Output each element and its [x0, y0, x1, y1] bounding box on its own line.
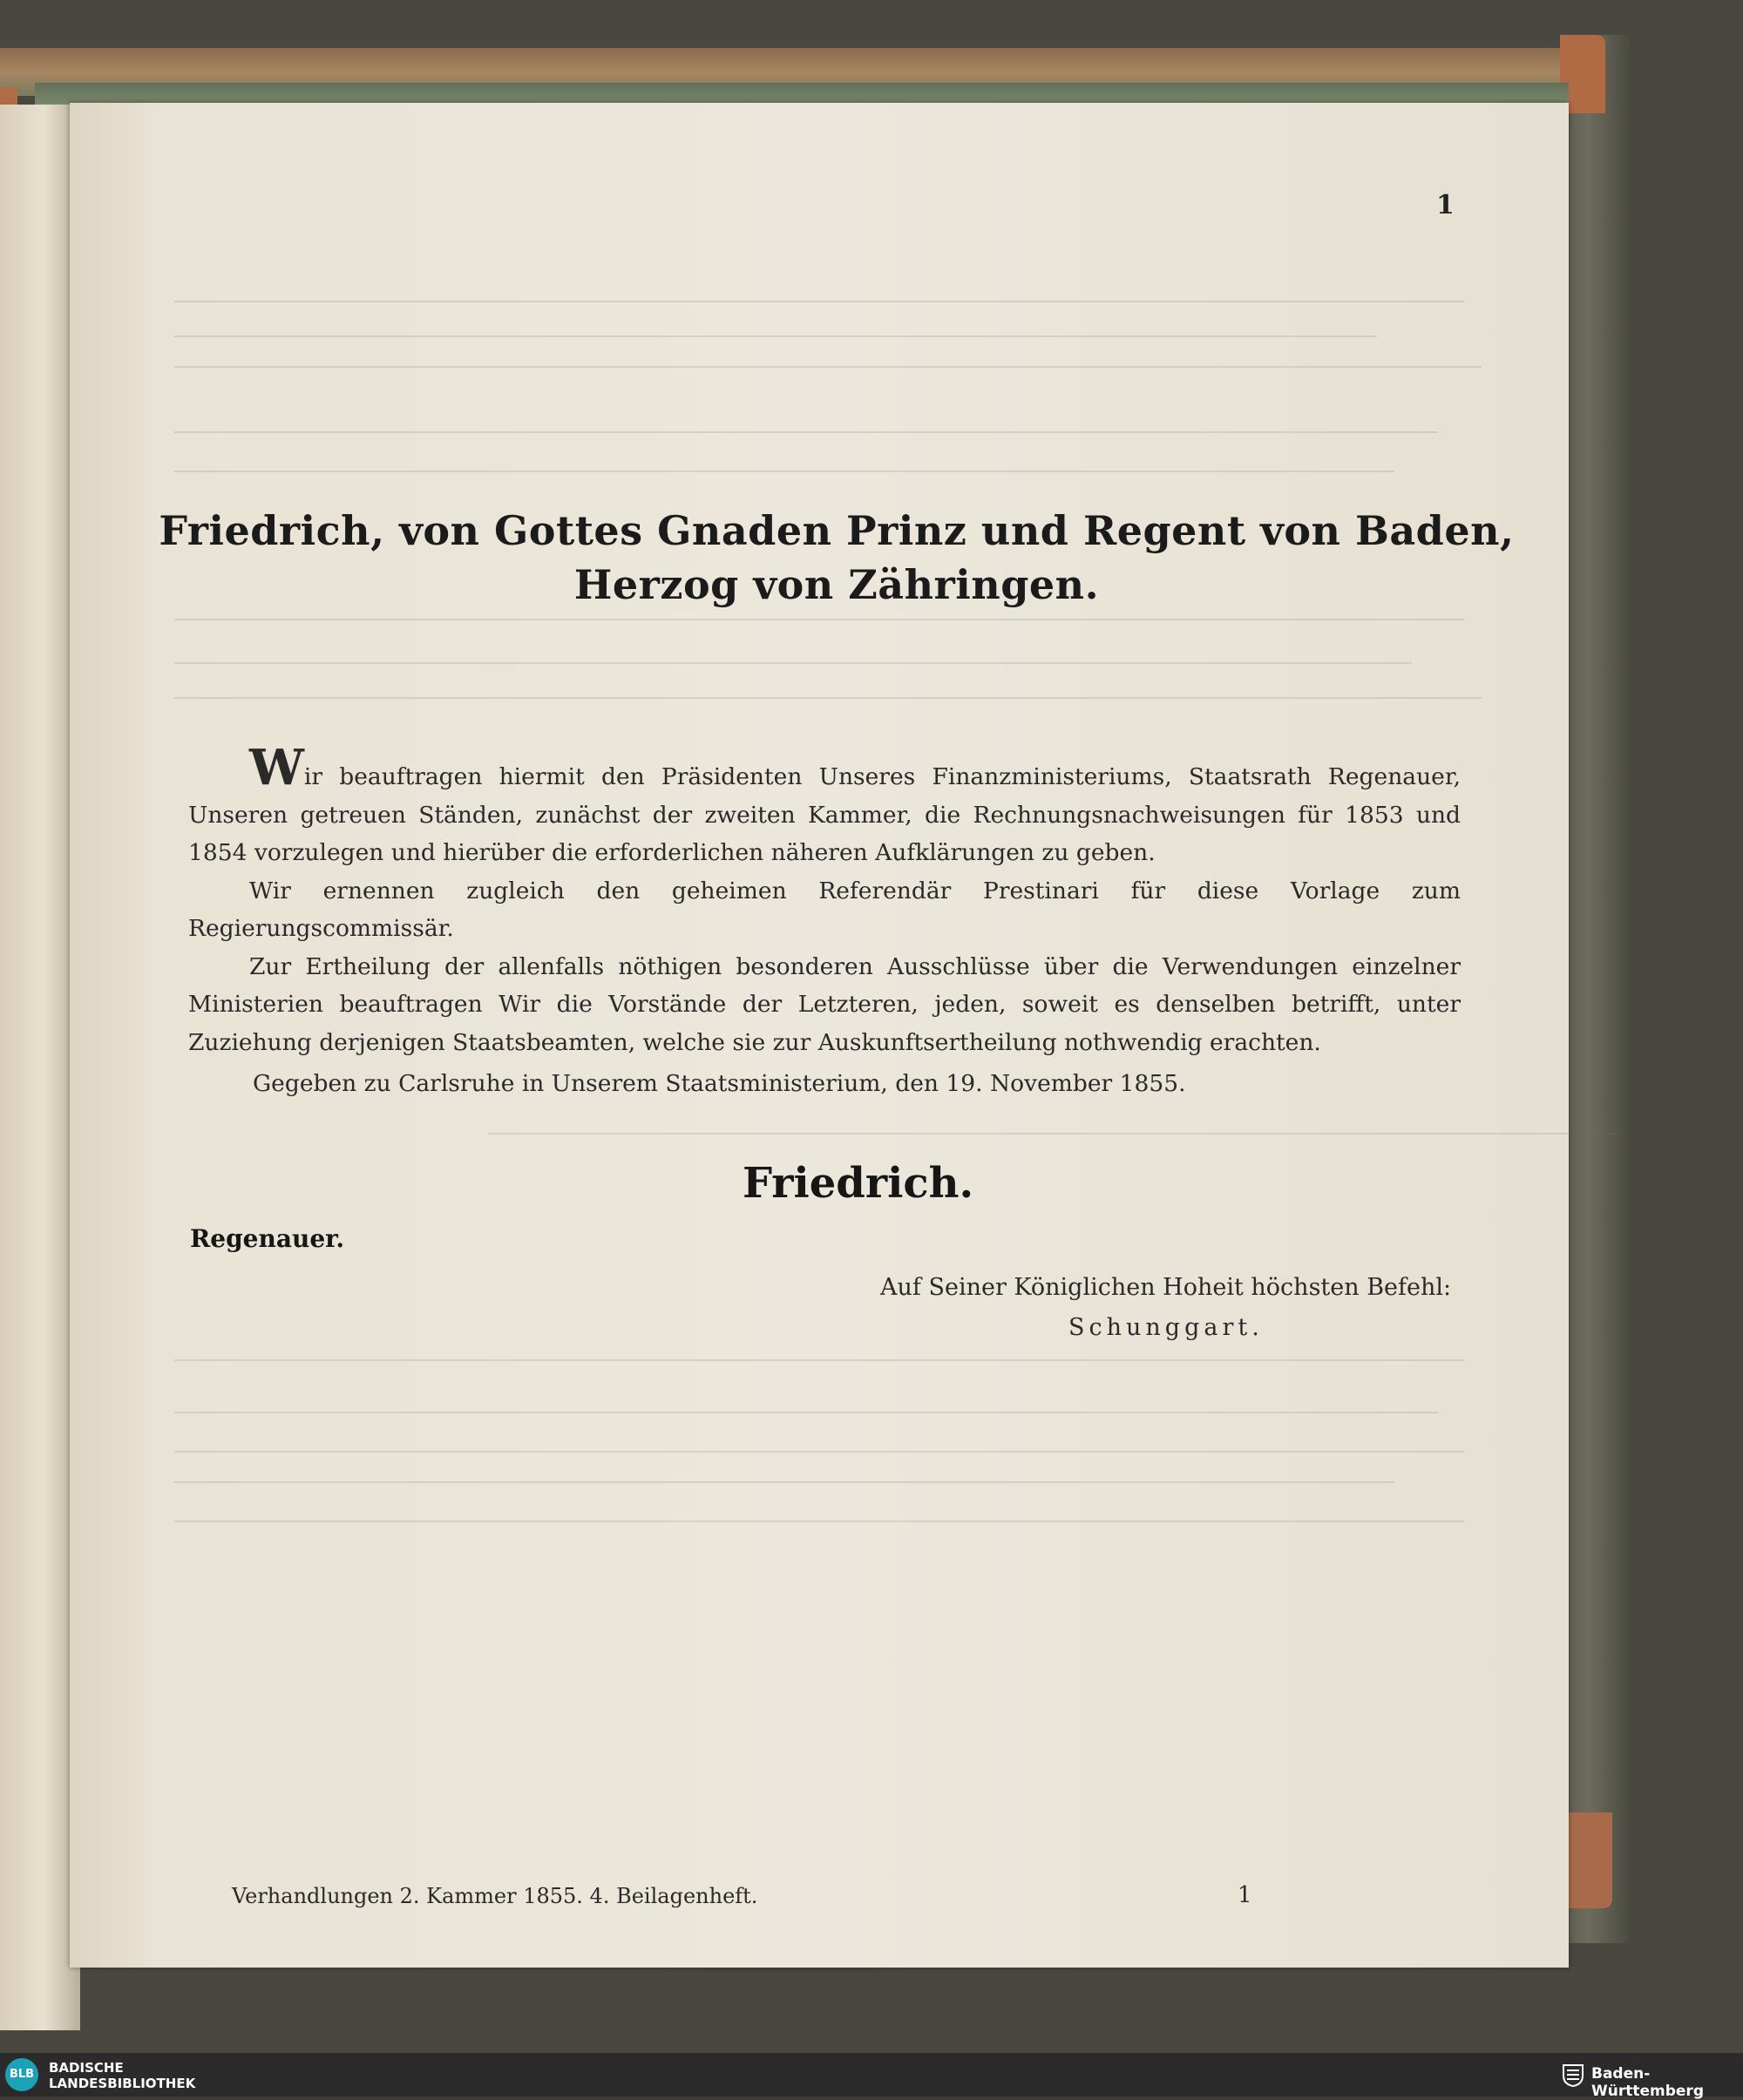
bleed-through-line — [174, 431, 1438, 433]
decree-title — [157, 504, 1516, 612]
bleed-through-line — [174, 1521, 1464, 1522]
page-number-top: 1 — [1436, 190, 1455, 220]
bleed-through-line — [174, 471, 1394, 472]
secretary-signature: Schunggart. — [1068, 1314, 1264, 1341]
book-cover-spine-right — [1560, 35, 1630, 1943]
facing-page-edge — [0, 105, 80, 2030]
minister-signature: Regenauer. — [190, 1224, 345, 1253]
given-at-line: Gegeben zu Carlsruhe in Unserem Staatsministerium, den 19. November 1855. — [253, 1070, 1186, 1097]
bleed-through-line — [174, 619, 1464, 620]
footer-publication: Verhandlungen 2. Kammer 1855. 4. Beilagenheft. — [232, 1884, 758, 1908]
paragraph-1-text: ir beauftragen hiermit den Präsidenten Unseres Finanzministeriums, Staatsrath Regenauer, Unseren getreuen Ständen, zunächst der zweiten Kammer, die Rechnungsnachweisungen für 1853 und 1854 vorzulegen und hierüber die erforderlichen näheren Aufklärungen zu geben. — [188, 763, 1461, 866]
bleed-through-line — [174, 301, 1464, 302]
decree-body — [188, 739, 1461, 1061]
state-name-link[interactable]: Baden-Württemberg — [1591, 2065, 1704, 2100]
drop-cap: W — [249, 739, 304, 796]
blb-logo-icon[interactable]: BLB — [5, 2058, 38, 2091]
bleed-through-line — [488, 1133, 1621, 1135]
paragraph-1 — [188, 739, 1461, 872]
library-name-line-2: LANDESBIBLIOTHEK — [49, 2076, 196, 2091]
bleed-through-line — [174, 1451, 1464, 1453]
leather-corner-bottom — [1569, 1812, 1612, 1908]
regent-signature: Friedrich. — [743, 1159, 974, 1208]
bleed-through-line — [174, 1412, 1438, 1413]
paragraph-3: Zur Ertheilung der allenfalls nöthigen besonderen Ausschlüsse über die Verwendungen einzelner Ministerien beauftragen Wir die Vorstände der Letzteren, jeden, soweit es denselben betrifft, unter Zuziehung derjenigen Staatsbeamten, welche sie zur Auskunftsertheilung nothwendig erachten. — [188, 952, 1461, 1056]
bleed-through-line — [174, 697, 1482, 699]
bleed-through-line — [174, 1359, 1464, 1361]
bleed-through-line — [174, 366, 1482, 368]
bleed-through-line — [174, 662, 1412, 664]
library-name-line-1: BADISCHE — [49, 2060, 124, 2076]
paragraph-2: Wir ernennen zugleich den geheimen Referendär Prestinari für diese Vorlage zum Regierungscommissär. — [188, 877, 1461, 942]
library-footer-bar — [0, 2053, 1743, 2100]
library-name[interactable] — [49, 2060, 195, 2091]
bleed-through-line — [174, 1481, 1394, 1483]
bleed-through-line — [174, 335, 1377, 337]
footer-page-number: 1 — [1238, 1882, 1252, 1908]
command-line: Auf Seiner Königlichen Hoheit höchsten Befehl: — [880, 1274, 1452, 1301]
state-coat-of-arms-icon — [1560, 2062, 1586, 2088]
title-line-1: Friedrich, von Gottes Gnaden Prinz und Regent von Baden, — [159, 507, 1515, 554]
title-line-2: Herzog von Zähringen. — [573, 561, 1100, 608]
